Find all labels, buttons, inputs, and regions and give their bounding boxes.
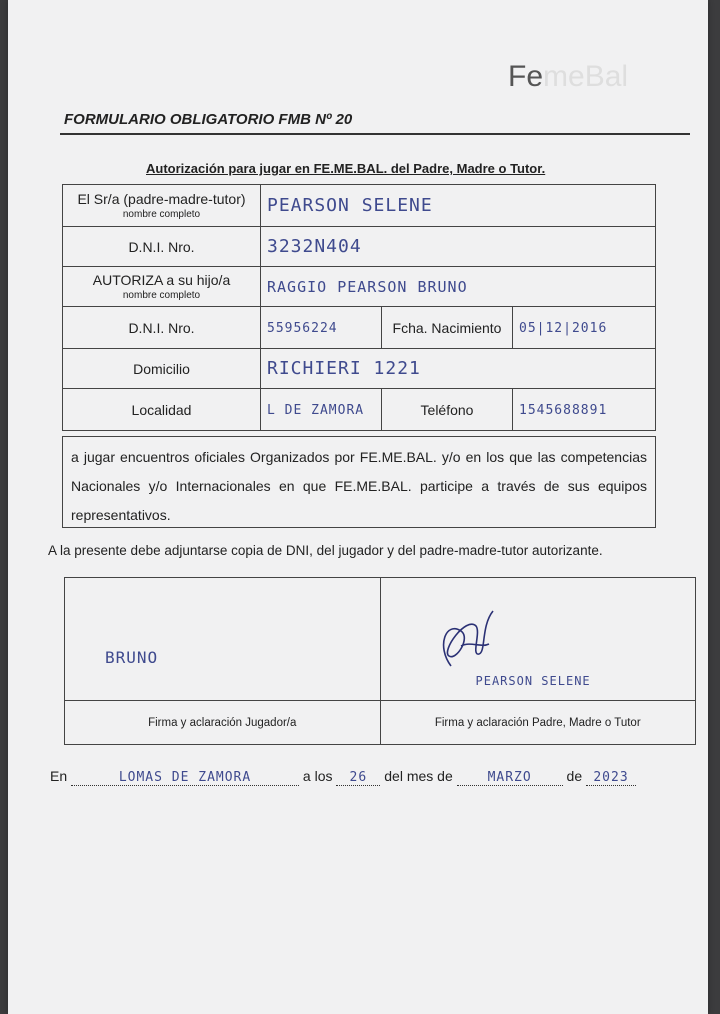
domicilio-label: Domicilio [63, 349, 261, 389]
signature-table [64, 577, 696, 745]
dni-tutor-label: D.N.I. Nro. [63, 227, 261, 267]
federation-logo: FemeBal [508, 60, 629, 93]
day-value: 26 [349, 770, 368, 785]
form-subtitle: Autorización para jugar en FE.ME.BAL. del Padre, Madre o Tutor. [146, 161, 546, 176]
hijo-sublabel: nombre completo [122, 290, 201, 301]
dni-hijo-field[interactable] [261, 307, 382, 349]
month-field[interactable] [457, 768, 563, 786]
jugador-signature-box[interactable] [65, 578, 381, 701]
authorization-text: a jugar encuentros oficiales Organizados por FE.ME.BAL. y/o en los que las competencias Nacionales y/o Internacionales en que FE.ME.BAL. participe a través de sus equipos representativos. [62, 436, 656, 528]
hijo-label: AUTORIZA a su hijo/a [92, 272, 231, 288]
telefono-value: 1545688891 [519, 403, 608, 418]
year-field[interactable] [586, 768, 636, 786]
year-value: 2023 [593, 770, 629, 785]
tutor-name-value: PEARSON SELENE [267, 195, 433, 216]
tutor-signature-scribble [431, 606, 501, 676]
tutor-sublabel: nombre completo [122, 209, 201, 220]
de-label: de [566, 768, 583, 784]
place-field[interactable] [71, 768, 299, 786]
tutor-label: El Sr/a (padre-madre-tutor) [77, 191, 246, 207]
tutor-label-cell [63, 185, 261, 227]
day-field[interactable] [336, 768, 380, 786]
del-mes-label: del mes de [384, 768, 453, 784]
dni-hijo-label: D.N.I. Nro. [63, 307, 261, 349]
tutor-signature-label: Firma y aclaración Padre, Madre o Tutor [380, 701, 696, 745]
domicilio-field[interactable] [261, 349, 656, 389]
tutor-name-field[interactable] [261, 185, 656, 227]
dni-tutor-field[interactable] [261, 227, 656, 267]
localidad-field[interactable] [261, 389, 382, 431]
month-value: MARZO [487, 770, 532, 785]
form-title: FORMULARIO OBLIGATORIO FMB Nº 20 [64, 111, 353, 128]
tutor-signature-name: PEARSON SELENE [475, 674, 591, 688]
a-los-label: a los [302, 768, 333, 784]
hijo-name-field[interactable] [261, 267, 656, 307]
nacimiento-value: 05|12|2016 [519, 321, 608, 336]
dni-hijo-value: 55956224 [267, 321, 338, 336]
place-value: LOMAS DE ZAMORA [118, 770, 252, 785]
hijo-label-cell [63, 267, 261, 307]
localidad-label: Localidad [63, 389, 261, 431]
title-divider [60, 133, 690, 135]
place-date-line [50, 768, 636, 786]
hijo-name-value: RAGGIO PEARSON BRUNO [267, 277, 468, 296]
attachment-note: A la presente debe adjuntarse copia de DNI, del jugador y del padre-madre-tutor autorizante. [48, 543, 603, 558]
telefono-label: Teléfono [382, 389, 513, 431]
jugador-signature-label: Firma y aclaración Jugador/a [65, 701, 381, 745]
nacimiento-label: Fcha. Nacimiento [382, 307, 513, 349]
telefono-field[interactable] [513, 389, 656, 431]
jugador-signature: BRUNO [105, 648, 159, 667]
authorization-table [62, 184, 656, 431]
domicilio-value: RICHIERI 1221 [267, 358, 421, 379]
en-label: En [50, 768, 68, 784]
localidad-value: L DE ZAMORA [267, 403, 365, 418]
dni-tutor-value: 3232N404 [267, 236, 362, 257]
tutor-signature-box[interactable] [380, 578, 696, 701]
nacimiento-field[interactable] [513, 307, 656, 349]
